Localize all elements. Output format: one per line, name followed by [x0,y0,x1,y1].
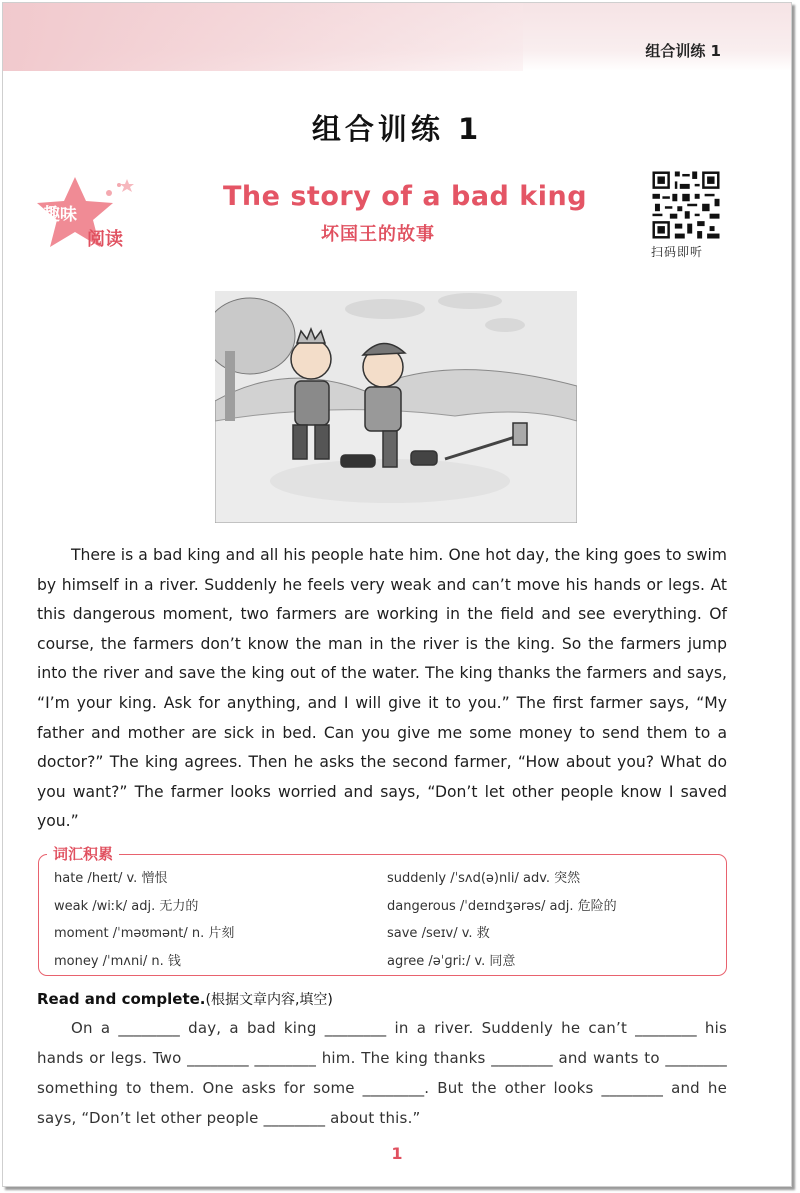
vocab-entry: money /ˈmʌni/ n. 钱 [54,953,181,969]
vocab-entry: suddenly /ˈsʌd(ə)nli/ adv. 突然 [387,871,581,886]
story-illustration [215,291,577,523]
story-title: The story of a bad king [223,181,588,212]
exercise-heading [37,989,333,1009]
textbook-page [2,2,792,1187]
exercise-text [37,1013,727,1133]
vocabulary-column-left [54,865,234,975]
badge-label-reading: 阅读 [87,229,123,250]
header-decoration [3,3,523,71]
page-title: 组合训练 1 [311,112,483,146]
story-text [37,541,727,837]
qr-code-icon[interactable] [650,169,722,241]
exercise-title: Read and complete. [37,990,206,1008]
vocab-entry: dangerous /ˈdeɪndʒərəs/ adj. 危险的 [387,898,617,914]
vocabulary-column-right [387,865,617,975]
story-paragraph: There is a bad king and all his people hate him. One hot day, the king goes to swim by himself in a river. Suddenly he feels very weak and can’t move his hands or legs. At this dangerous moment, two farmers are working in the field and see everything. Of course, the farmers don’t know the man in the river is the king. So the farmers jump into the river and save the king out of the water. The king thanks the farmers and says, “I’m your king. Ask for anything, and I will give it to you.” The first farmer says, “My father and mother are sick in bed. Can you give me some money to send them to a doctor?” The king agrees. Then he asks the second farmer, “How about you? What do you want?” The farmer looks worried and says, “Don’t let other people know I saved you.” [37,546,727,831]
vocabulary-title: 词汇积累 [47,843,119,864]
vocab-entry: hate /heɪt/ v. 憎恨 [54,871,168,886]
exercise-instruction: (根据文章内容,填空) [205,992,333,1008]
qr-scan-label: 扫码即听 [651,245,704,259]
vocab-entry: weak /wiːk/ adj. 无力的 [54,898,199,914]
fill-in-blank-paragraph[interactable]: On a ________ day, a bad king ________ in a river. Suddenly he can’t ________ his hands or legs. Two ________ ________ him. The king thanks ________ and wants to ________ something to them. One asks for some ________. But the other looks ________ and he says, “Don’t let other people ________ about this.” [37,1019,727,1127]
story-subtitle: 坏国王的故事 [321,224,435,245]
vocab-entry: agree /əˈɡriː/ v. 同意 [387,953,516,969]
vocab-entry: save /seɪv/ v. 救 [387,926,490,941]
badge-label-fun: 趣味 [43,205,77,225]
vocab-entry: moment /ˈməʊmənt/ n. 片刻 [54,926,235,941]
section-label: 组合训练 1 [645,42,721,60]
page-number: 1 [391,1144,403,1163]
